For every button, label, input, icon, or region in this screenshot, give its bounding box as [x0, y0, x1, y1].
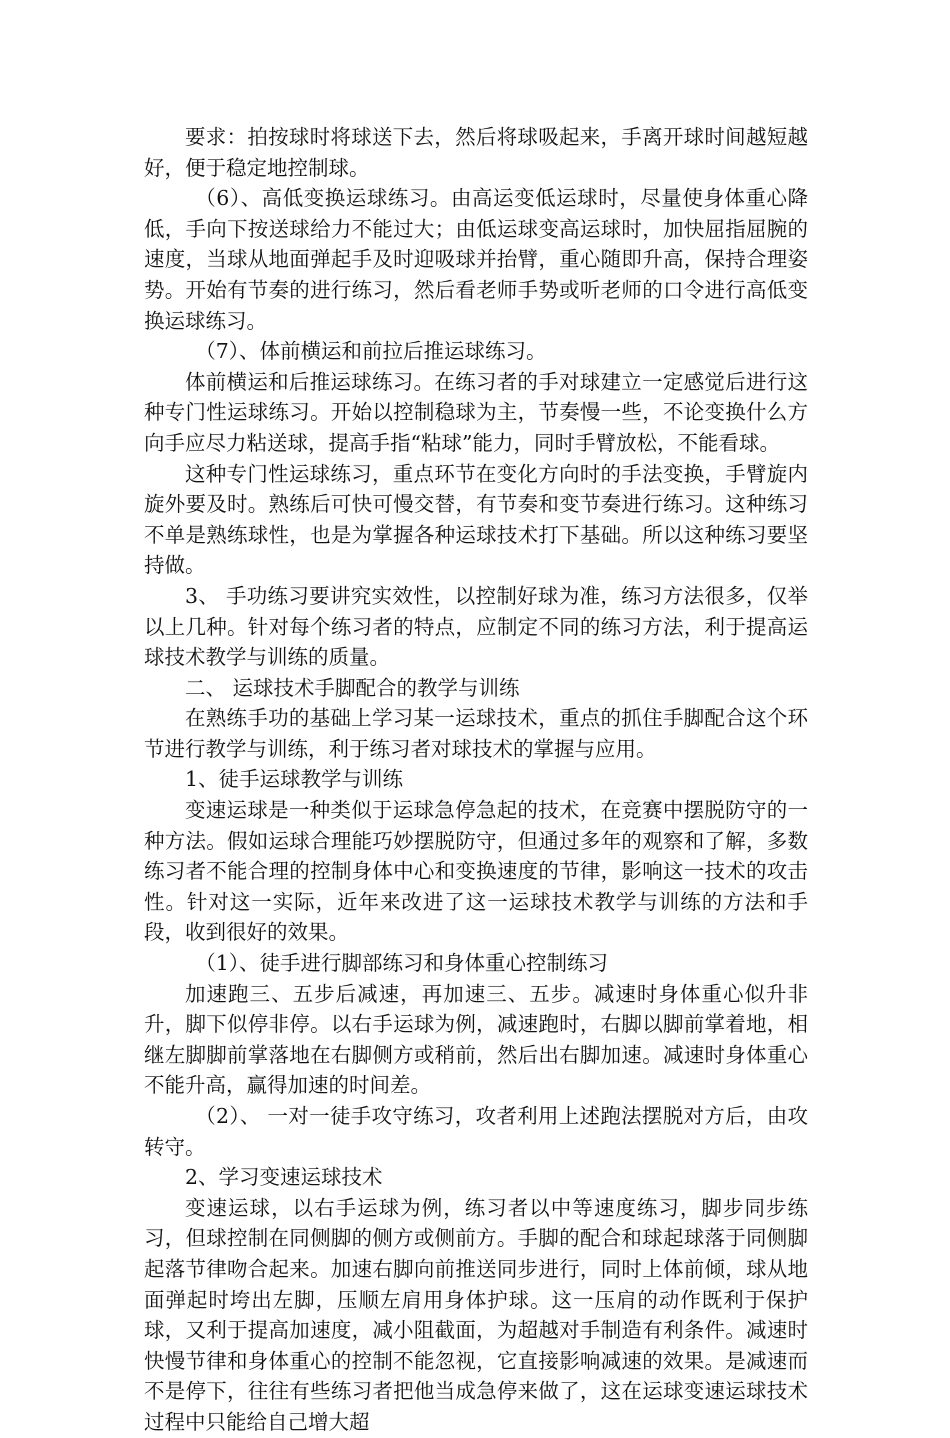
paragraph-drill-2: （2）、 一对一徒手攻守练习，攻者利用上述跑法摆脱对方后，由攻转守。 [144, 1104, 808, 1159]
subsection-heading-1: 1、徒手运球教学与训练 [185, 767, 404, 792]
paragraph-drill-1-heading: （1）、徒手进行脚部练习和身体重心控制练习 [195, 951, 609, 976]
subsection-heading-2: 2、学习变速运球技术 [185, 1165, 383, 1190]
document-body [144, 122, 808, 1438]
paragraph-specialized-drill: 这种专门性运球练习，重点环节在变化方向时的手法变换，手臂旋内旋外要及时。熟练后可快可慢交替，有节奏和变节奏进行练习。这种练习不单是熟练球性，也是为掌握各种运球技术打下基础。所以这种练习要坚持做。 [144, 461, 808, 578]
paragraph-speed-change-intro: 变速运球是一种类似于运球急停急起的技术，在竞赛中摆脱防守的一种方法。假如运球合理能巧妙摆脱防守，但通过多年的观察和了解，多数练习者不能合理的控制身体中心和变换速度的节律，影响这一技术的攻击性。针对这一实际，近年来改进了这一运球技术教学与训练的方法和手段，收到很好的效果。 [144, 798, 808, 945]
paragraph-point-3: 3、 手功练习要讲究实效性，以控制好球为准，练习方法很多，仅举以上几种。针对每个练习者的特点，应制定不同的练习方法，利于提高运球技术教学与训练的质量。 [144, 583, 808, 670]
paragraph-drill-6: （6）、高低变换运球练习。由高运变低运球时，尽量使身体重心降低，手向下按送球给力不能过大；由低运球变高运球时，加快屈指屈腕的速度，当球从地面弹起手及时迎吸球并抬臂，重心随即升高，保持合理姿势。开始有节奏的进行练习，然后看老师手势或听老师的口令进行高低变换运球练习。 [144, 186, 808, 333]
paragraph-drill-7-body: 体前横运和后推运球练习。在练习者的手对球建立一定感觉后进行这种专门性运球练习。开始以控制稳球为主，节奏慢一些，不论变换什么方向手应尽力粘送球，提高手指“粘球”能力，同时手臂放松，不能看球。 [144, 369, 808, 455]
paragraph-speed-change-technique: 变速运球，以右手运球为例，练习者以中等速度练习，脚步同步练习，但球控制在同侧脚的侧方或侧前方。手脚的配合和球起球落于同侧脚起落节律吻合起来。加速右脚向前推送同步进行，同时上体前倾，球从地面弹起时垮出左脚，压顺左肩用身体护球。这一压肩的动作既利于保护球，又利于提高加速度，减小阻截面，为超越对手制造有利条件。减速时快慢节律和身体重心的控制不能忽视，它直接影响减速的效果。是减速而不是停下，往往有些练习者把他当成急停来做了，这在运球变速运球技术过程中只能给自己增大超 [144, 1195, 808, 1434]
paragraph-section-2-intro: 在熟练手功的基础上学习某一运球技术，重点的抓住手脚配合这个环节进行教学与训练，利于练习者对球技术的掌握与应用。 [144, 706, 808, 761]
paragraph-drill-7-heading: （7）、体前横运和前拉后推运球练习。 [195, 339, 547, 364]
paragraph-drill-1-body: 加速跑三、五步后减速，再加速三、五步。减速时身体重心似升非升，脚下似停非停。以右手运球为例，减速跑时，右脚以脚前掌着地，相继左脚脚前掌落地在右脚侧方或稍前，然后出右脚加速。减速时身体重心不能升高，赢得加速的时间差。 [144, 981, 808, 1098]
paragraph-requirement: 要求：拍按球时将球送下去，然后将球吸起来，手离开球时间越短越好，便于稳定地控制球。 [144, 125, 808, 180]
section-heading-2: 二、 运球技术手脚配合的教学与训练 [185, 675, 520, 700]
